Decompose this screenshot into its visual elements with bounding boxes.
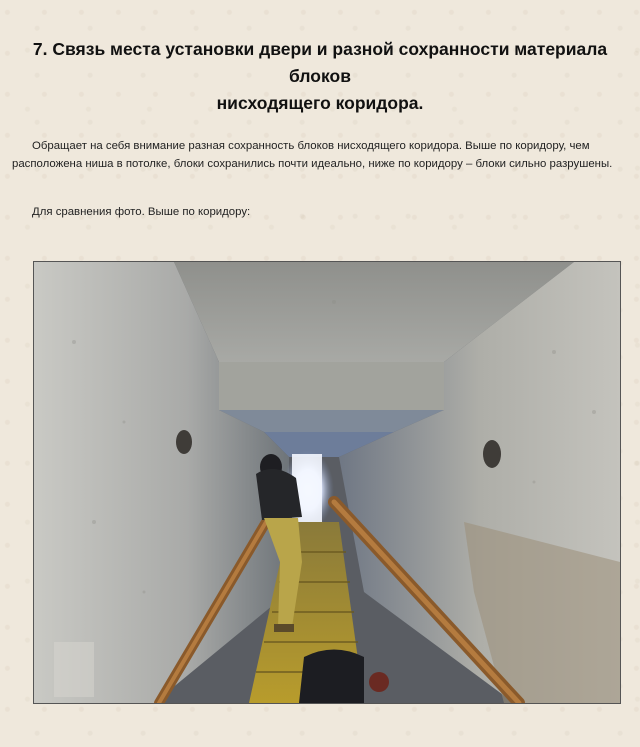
- paragraph-preservation: Обращает на себя внимание разная сохранность блоков нисходящего коридора. Выше по коридору, чем расположена ниша в потолке, блоки сохранились почти идеально, ниже по коридору – блоки сильно разрушены.: [12, 140, 613, 170]
- heading-line-2: нисходящего коридора.: [216, 93, 424, 113]
- section-heading: [20, 36, 620, 117]
- heading-line-1: 7. Связь места установки двери и разной сохранности материала блоков: [32, 39, 608, 86]
- corridor-photo: [33, 261, 621, 704]
- paragraph-comparison: Для сравнения фото. Выше по коридору:: [32, 206, 251, 218]
